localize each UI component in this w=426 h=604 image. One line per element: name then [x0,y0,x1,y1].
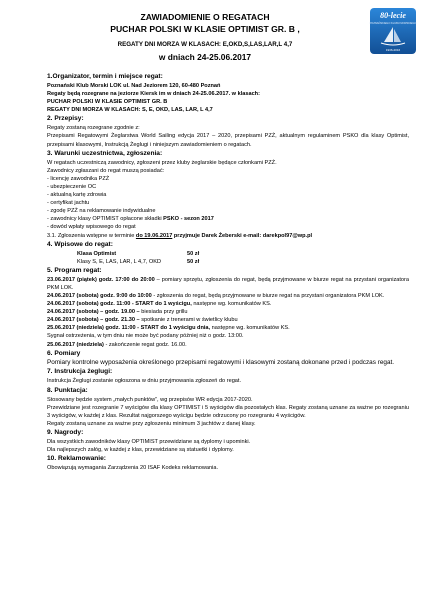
fee-label: Klasa Optimist [77,250,117,257]
section-3-title: 3. Warunki uczestnictwa, zgłoszenia: [47,149,163,157]
anniversary-logo [368,6,418,56]
doc-dates: w dniach 24-25.06.2017 [158,52,252,62]
instructions-text: Instrukcja Żeglugi zostanie ogłoszona w dniu przyjmowania zgłoszeń do regat. [47,378,242,385]
section-10-title: 10. Reklamowanie: [47,455,107,463]
program-item: 25.06.2017 (niedziela) - zakończenie regat godz. 16.00. [47,341,187,348]
prizes-line: Dla wszystkich zawodników klasy OPTIMIST przewidziane są dyplomy i upominki. [47,438,251,445]
scoring-races: Przewidziane jest rozegranie 7 wyścigów dla klasy OPTIMIST i 5 wyścigów dla pozostałych klas. Regaty zostaną uznane za ważne po rozegraniu 3 wyścigów, w każdej z klas. Rezultat najgorszego wyścigu będzie odrzucony po rozegraniu 4 wyścigów. [47,404,409,419]
requirement-item: - licencję zawodnika PZŻ [47,175,110,182]
program-item: 24.06.2017 (sobota) – godz. 19.00 – biesiada przy grillu [47,309,188,316]
section-5-title: 5. Program regat: [47,266,102,274]
fee-value: 50 zł [187,258,200,265]
doc-title: ZAWIADOMIENIE O REGATACH [140,12,270,22]
doc-classes-line: REGATY DNI MORZA W KLASACH: E,OKD,S,LAS,LAR,L 4,7 [117,41,293,48]
requirements-intro: Zawodnicy zgłaszani do regat muszą posiadać: [47,167,165,174]
entries-contact: przyjmuje Darek Żeberski e-mail: darekpol97@wp.pl [172,232,313,239]
logo-text-top: 80-lecie [380,11,406,20]
doc-subtitle: PUCHAR POLSKI W KLASIE OPTIMIST GR. B , [110,24,300,34]
requirement-item: - zawodnicy klasy OPTIMIST opłacone składki PSKO - sezon 2017 [47,216,214,223]
entries-deadline: do 19.06.2017 [135,232,173,239]
section-6-title: 6. Pomiary [47,349,81,357]
scoring-validity: Regaty zostaną uznane za ważne przy zgłoszeniu minimum 3 jachtów z danej klasy. [47,420,256,427]
measurement-text: Pomiary kontrolne wyposażenia określonego przepisami regatowymi i klasowymi zostaną dokonane przed i podczas regat. [47,358,395,366]
rules-intro: Regaty zostaną rozegrane zgodnie z: [47,125,140,132]
fee-label: Klasy S, E, LAS, LAR, L 4,7, OKD [77,258,162,265]
requirement-item: - dowód wpłaty wpisowego do regat [47,224,136,231]
venue-line: Regaty będą rozegrane na jeziorze Kiersk im w dniach 24-25.06.2017. w klasach: [47,91,260,98]
eligibility-text: W regatach uczestniczą zawodnicy, zgłoszeni przez kluby żeglarskie będące członkami PZŻ. [47,159,277,166]
document-body [47,72,409,472]
section-1-title: 1.Organizator, termin i miejsce regat: [47,73,163,80]
section-9-title: 9. Nagrody: [47,428,84,436]
requirement-item: - aktualną kartę zdrowia [47,192,107,199]
section-4-title: 4. Wpisowe do regat: [47,240,113,248]
requirement-item: - certyfikat jachtu [47,200,90,207]
section-8-title: 8. Punktacja: [47,386,88,394]
section-7-title: 7. Instrukcja żeglugi: [47,368,113,376]
fee-value: 50 zł [187,250,200,257]
rules-text: Przepisami Regatowymi Żeglarstwa World Sailing edycja 2017 – 2020, przepisami PZŻ, aktualnym regulaminem PSKO dla klasy Optimist, przepisami klasowymi, Instrukcją Żeglugi i niniejszym zawiadomieniem o regatach. [47,133,409,148]
requirement-item: - ubezpieczenie OC [47,183,97,190]
logo-text-bottom: 1936-2016 [385,48,401,52]
classes-line: REGATY DNI MORZA W KLASACH: S, E, OKD, LAS, LAR, L 4,7 [47,107,213,114]
program-item: 24.06.2017 (sobota) – godz. 21.30 – spotkanie z trenerami w świetlicy klubu [47,317,238,324]
requirement-item: - zgodę PZŻ na reklamowanie indywidualne [47,208,156,215]
program-item: 24.06.2017 (sobota) godz. 11:00 - START do 1 wyścigu, następne wg. komunikatów KS. [47,301,272,308]
scoring-system: Stosowany będzie system „małych punktów”, wg przepisów WR edycja 2017-2020. [47,396,253,403]
organizer-line: Poznański Klub Morski LOK ul. Nad Jeziorem 120, 60-480 Poznań [47,83,221,89]
fee-row [47,258,409,266]
section-2-title: 2. Przepisy: [47,115,84,123]
program-item: 25.06.2017 (niedziela) godz. 11:00 - START do 1 wyścigu dnia, następne wg. komunikatów KS. [47,325,290,332]
cup-line: PUCHAR POLSKI W KLASIE OPTIMIST GR. B [47,99,168,106]
program-item: 23.06.2017 (piątek) godz. 17:00 do 20:00 – pomiary sprzętu, zgłoszenia do regat, będą przyjmowane w biurze regat na przystani organizatora PKM LOK. [47,276,409,291]
entries-line: 3.1. Zgłoszenia wstępne w terminie do 19.06.2017 przyjmuje Darek Żeberski e-mail: darekpol97@wp.pl [47,232,313,239]
prizes-line: Dla najlepszych załóg, w każdej z klas, przewidziane są statuetki i dyplomy. [47,446,234,453]
logo-text-mid: POZNAŃSKIEGO KLUBU MORSKIEGO [369,22,417,25]
program-item: Sygnał ostrzeżenia, w tym dniu nie może być podany później niż o godz. 13:00. [47,333,244,340]
program-item: 24.06.2017 (sobota) godz. 9:00 do 10:00 - zgłoszenia do regat, będą przyjmowane w biurze regat na przystani organizatora PKM LOK. [47,292,385,299]
fee-row [47,250,409,258]
advertising-text: Obowiązują wymagania Zarządzenia 20 ISAF Kodeks reklamowania. [47,465,219,472]
